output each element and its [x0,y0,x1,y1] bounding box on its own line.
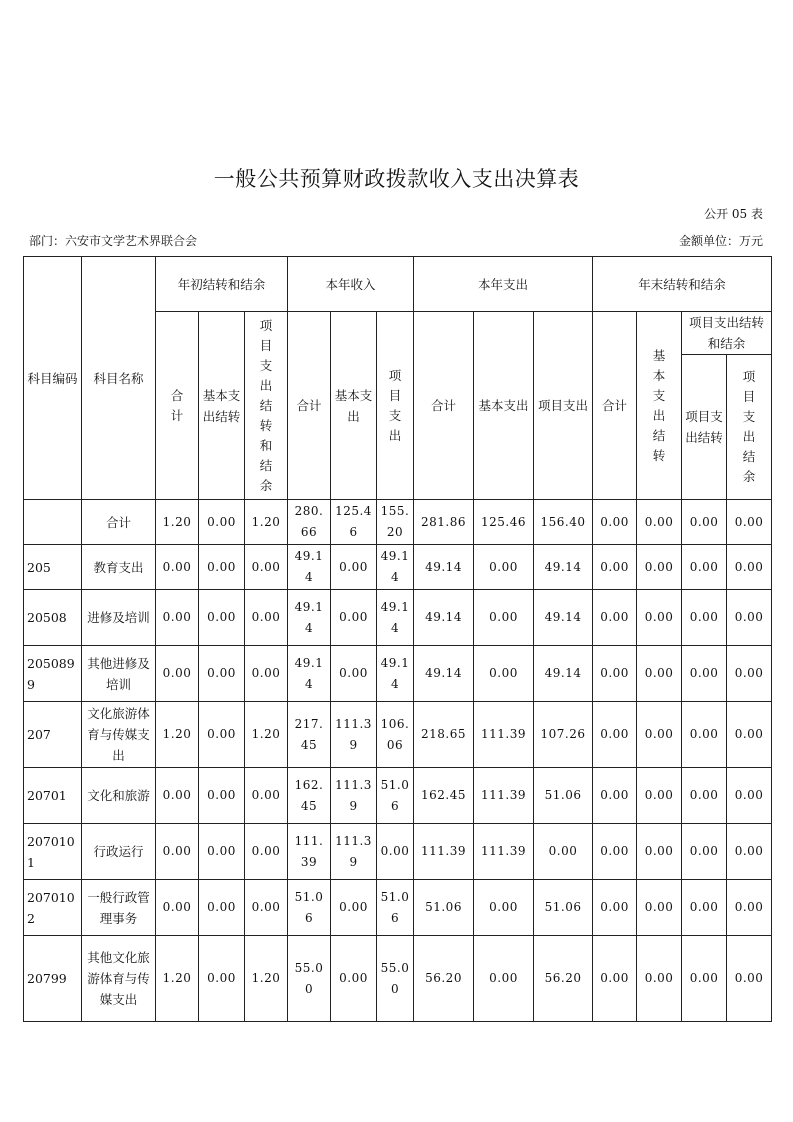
cell-e-total: 281.86 [414,500,474,545]
header-income-project: 项目支出 [377,312,414,500]
cell-i-project: 155.20 [377,500,414,545]
cell-n-total: 0.00 [593,646,637,702]
header-income: 本年收入 [288,257,414,312]
cell-b-project: 1.20 [245,702,288,768]
cell-n-basic: 0.00 [637,500,682,545]
cell-n-total: 0.00 [593,545,637,590]
cell-n-carry: 0.00 [682,824,727,880]
cell-i-basic: 0.00 [331,936,377,1022]
header-end-balance: 年末结转和结余 [593,257,772,312]
table-row [24,702,772,768]
cell-name: 行政运行 [82,824,156,880]
cell-i-total: 162.45 [288,768,331,824]
cell-i-basic: 0.00 [331,880,377,936]
header-expense-total: 合计 [414,312,474,500]
cell-e-basic: 0.00 [474,880,534,936]
cell-b-basic: 0.00 [199,545,245,590]
cell-i-basic: 111.39 [331,702,377,768]
cell-i-total: 49.14 [288,646,331,702]
header-begin-balance: 年初结转和结余 [156,257,288,312]
cell-e-total: 49.14 [414,590,474,646]
cell-b-project: 1.20 [245,936,288,1022]
cell-b-project: 0.00 [245,824,288,880]
cell-i-basic: 125.46 [331,500,377,545]
cell-n-surplus: 0.00 [727,702,772,768]
cell-n-surplus: 0.00 [727,880,772,936]
header-begin-project: 项目支出结转和结余 [245,312,288,500]
table-row [24,824,772,880]
cell-i-project: 49.14 [377,545,414,590]
header-expense-project: 项目支出 [534,312,593,500]
cell-name: 进修及培训 [82,590,156,646]
cell-e-basic: 0.00 [474,590,534,646]
unit-label: 金额单位：万元 [678,234,763,248]
cell-i-basic: 0.00 [331,590,377,646]
cell-name: 文化旅游体育与传媒支出 [82,702,156,768]
cell-e-basic: 0.00 [474,936,534,1022]
cell-e-project: 107.26 [534,702,593,768]
cell-i-project: 51.06 [377,768,414,824]
cell-n-basic: 0.00 [637,768,682,824]
table-row [24,545,772,590]
cell-n-surplus: 0.00 [727,824,772,880]
cell-b-basic: 0.00 [199,936,245,1022]
cell-i-project: 106.06 [377,702,414,768]
cell-n-basic: 0.00 [637,590,682,646]
cell-n-carry: 0.00 [682,545,727,590]
cell-n-surplus: 0.00 [727,768,772,824]
cell-n-basic: 0.00 [637,646,682,702]
header-income-basic: 基本支出 [331,312,377,500]
cell-b-project: 0.00 [245,880,288,936]
cell-e-project: 56.20 [534,936,593,1022]
cell-e-basic: 125.46 [474,500,534,545]
cell-b-project: 0.00 [245,545,288,590]
header-end-project-surplus: 项目支出结余 [727,355,772,500]
cell-i-project: 49.14 [377,590,414,646]
cell-name: 其他文化旅游体育与传媒支出 [82,936,156,1022]
cell-e-project: 51.06 [534,880,593,936]
form-number: 公开 05 表 [704,207,763,221]
cell-e-project: 156.40 [534,500,593,545]
cell-code: 20799 [24,936,82,1022]
header-end-basic: 基本支出结转 [637,312,682,500]
cell-i-basic: 111.39 [331,768,377,824]
cell-e-basic: 111.39 [474,824,534,880]
cell-code: 2050899 [24,646,82,702]
cell-e-total: 49.14 [414,545,474,590]
header-begin-basic: 基本支出结转 [199,312,245,500]
cell-e-project: 49.14 [534,646,593,702]
cell-n-total: 0.00 [593,590,637,646]
cell-n-surplus: 0.00 [727,545,772,590]
cell-code: 20701 [24,768,82,824]
cell-b-total: 0.00 [156,768,199,824]
department-label: 部门：六安市文学艺术界联合会 [29,234,198,248]
cell-n-total: 0.00 [593,824,637,880]
cell-b-total: 1.20 [156,702,199,768]
cell-i-total: 55.00 [288,936,331,1022]
table-row [24,880,772,936]
cell-n-carry: 0.00 [682,646,727,702]
cell-b-project: 0.00 [245,590,288,646]
cell-b-basic: 0.00 [199,646,245,702]
cell-i-basic: 0.00 [331,646,377,702]
cell-n-surplus: 0.00 [727,936,772,1022]
cell-e-basic: 111.39 [474,702,534,768]
cell-b-basic: 0.00 [199,590,245,646]
cell-i-basic: 0.00 [331,545,377,590]
cell-i-project: 49.14 [377,646,414,702]
cell-n-carry: 0.00 [682,500,727,545]
cell-e-project: 49.14 [534,545,593,590]
header-expense: 本年支出 [414,257,593,312]
cell-name: 其他进修及培训 [82,646,156,702]
cell-e-basic: 111.39 [474,768,534,824]
cell-n-basic: 0.00 [637,880,682,936]
table-row [24,646,772,702]
header-end-project-group: 项目支出结转和结余 [682,312,772,355]
cell-e-project: 0.00 [534,824,593,880]
cell-e-total: 51.06 [414,880,474,936]
cell-b-project: 1.20 [245,500,288,545]
cell-i-project: 51.06 [377,880,414,936]
cell-e-total: 162.45 [414,768,474,824]
cell-e-project: 49.14 [534,590,593,646]
cell-e-total: 111.39 [414,824,474,880]
cell-i-total: 280.66 [288,500,331,545]
cell-b-basic: 0.00 [199,702,245,768]
cell-i-total: 51.06 [288,880,331,936]
cell-b-project: 0.00 [245,646,288,702]
header-code: 科目编码 [24,257,82,500]
cell-n-total: 0.00 [593,936,637,1022]
cell-code: 20508 [24,590,82,646]
cell-code [24,500,82,545]
cell-i-total: 217.45 [288,702,331,768]
cell-b-total: 0.00 [156,646,199,702]
cell-n-carry: 0.00 [682,768,727,824]
cell-b-total: 0.00 [156,824,199,880]
table-row [24,500,772,545]
cell-n-total: 0.00 [593,702,637,768]
cell-b-total: 1.20 [156,936,199,1022]
cell-e-total: 218.65 [414,702,474,768]
header-income-total: 合计 [288,312,331,500]
cell-i-project: 0.00 [377,824,414,880]
cell-name: 教育支出 [82,545,156,590]
page-title: 一般公共预算财政拨款收入支出决算表 [213,167,580,191]
cell-code: 2070102 [24,880,82,936]
cell-name: 文化和旅游 [82,768,156,824]
header-end-total: 合计 [593,312,637,500]
cell-b-total: 1.20 [156,500,199,545]
cell-n-carry: 0.00 [682,590,727,646]
cell-name: 一般行政管理事务 [82,880,156,936]
cell-e-project: 51.06 [534,768,593,824]
cell-n-carry: 0.00 [682,702,727,768]
cell-code: 2070101 [24,824,82,880]
cell-b-basic: 0.00 [199,768,245,824]
cell-i-total: 111.39 [288,824,331,880]
cell-e-total: 56.20 [414,936,474,1022]
cell-n-basic: 0.00 [637,702,682,768]
cell-n-basic: 0.00 [637,545,682,590]
cell-b-project: 0.00 [245,768,288,824]
cell-b-basic: 0.00 [199,500,245,545]
cell-n-surplus: 0.00 [727,500,772,545]
cell-b-basic: 0.00 [199,824,245,880]
cell-e-total: 49.14 [414,646,474,702]
cell-code: 207 [24,702,82,768]
cell-n-basic: 0.00 [637,936,682,1022]
cell-e-basic: 0.00 [474,545,534,590]
cell-n-total: 0.00 [593,768,637,824]
cell-name: 合计 [82,500,156,545]
cell-i-basic: 111.39 [331,824,377,880]
cell-i-total: 49.14 [288,590,331,646]
header-expense-basic: 基本支出 [474,312,534,500]
cell-n-total: 0.00 [593,500,637,545]
table-row [24,768,772,824]
header-name: 科目名称 [82,257,156,500]
cell-n-carry: 0.00 [682,936,727,1022]
cell-n-surplus: 0.00 [727,646,772,702]
cell-b-total: 0.00 [156,590,199,646]
cell-n-surplus: 0.00 [727,590,772,646]
budget-table [23,256,772,1022]
cell-b-total: 0.00 [156,545,199,590]
cell-code: 205 [24,545,82,590]
table-row [24,590,772,646]
table-row [24,936,772,1022]
cell-b-total: 0.00 [156,880,199,936]
cell-i-project: 55.00 [377,936,414,1022]
header-begin-total: 合计 [156,312,199,500]
cell-e-basic: 0.00 [474,646,534,702]
cell-n-basic: 0.00 [637,824,682,880]
cell-b-basic: 0.00 [199,880,245,936]
cell-i-total: 49.14 [288,545,331,590]
header-end-project-carry: 项目支出结转 [682,355,727,500]
cell-n-carry: 0.00 [682,880,727,936]
cell-n-total: 0.00 [593,880,637,936]
